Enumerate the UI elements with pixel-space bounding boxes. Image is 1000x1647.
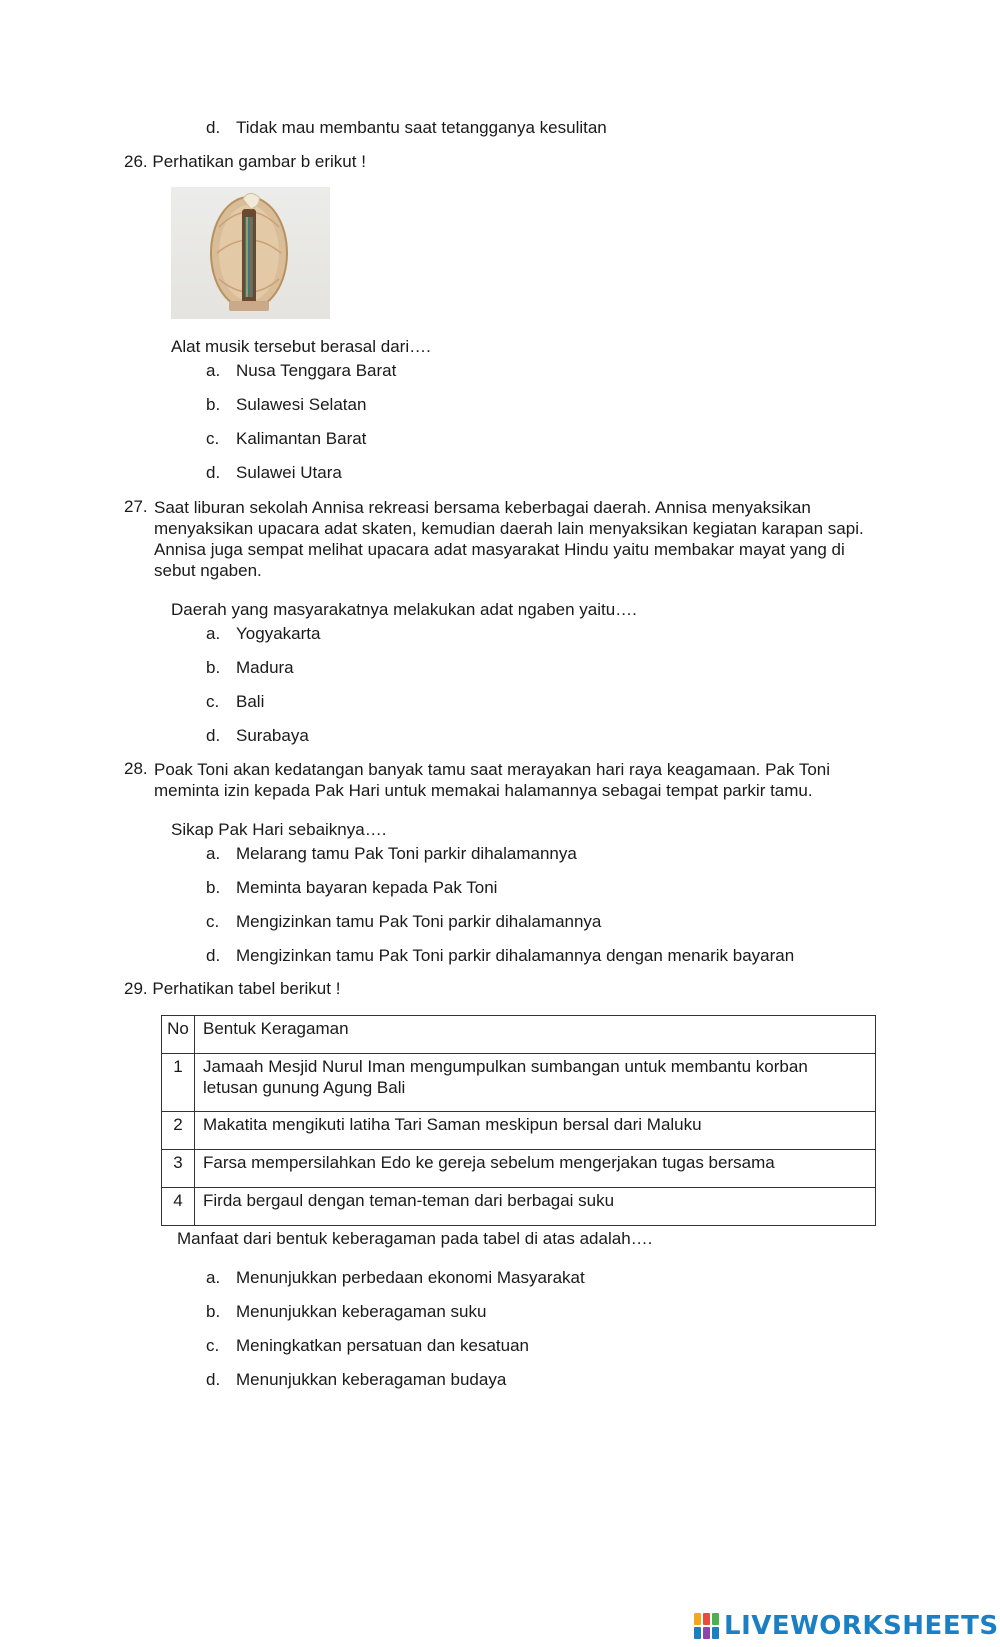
option-letter: c. [206, 1336, 220, 1355]
option-letter: a. [206, 844, 221, 863]
question-text: Perhatikan tabel berikut ! [152, 979, 341, 998]
question-number: 29. [124, 979, 148, 998]
option-text: Menunjukkan keberagaman budaya [236, 1370, 507, 1389]
option-text: Madura [236, 658, 294, 677]
table-header-row [162, 1016, 876, 1054]
option-text: Menunjukkan keberagaman suku [236, 1302, 487, 1321]
table-row [162, 1150, 876, 1188]
table-row [162, 1112, 876, 1150]
table-cell-no: 2 [162, 1112, 195, 1150]
question-27-prompt: Daerah yang masyarakatnya melakukan adat ngaben yaitu…. [171, 600, 637, 619]
option-text: Tidak mau membantu saat tetangganya kesulitan [236, 118, 607, 137]
table-row [162, 1188, 876, 1226]
question-27-number: 27. [124, 497, 148, 516]
option-text: Surabaya [236, 726, 309, 745]
option-letter: b. [206, 878, 221, 897]
option-letter: b. [206, 1302, 221, 1321]
question-26-image [171, 187, 330, 319]
option-letter: c. [206, 429, 220, 448]
sasando-instrument-image [171, 187, 330, 319]
option-letter: a. [206, 361, 221, 380]
table-cell-no: 4 [162, 1188, 195, 1226]
option-letter: c. [206, 912, 220, 931]
question-28-number: 28. [124, 759, 148, 778]
question-29 [124, 979, 340, 999]
option-letter: c. [206, 692, 220, 711]
option-letter: b. [206, 658, 221, 677]
liveworksheets-logo-icon [694, 1613, 719, 1639]
option-text: Mengizinkan tamu Pak Toni parkir dihalamannya dengan menarik bayaran [236, 946, 795, 965]
table-cell-text: Jamaah Mesjid Nurul Iman mengumpulkan sumbangan untuk membantu korban letusan gunung Agung Bali [195, 1054, 876, 1112]
table-row [162, 1054, 876, 1112]
option-letter: b. [206, 395, 221, 414]
question-number: 26. [124, 152, 148, 171]
table-header-bentuk: Bentuk Keragaman [195, 1016, 876, 1054]
option-text: Melarang tamu Pak Toni parkir dihalamannya [236, 844, 577, 863]
option-text: Mengizinkan tamu Pak Toni parkir dihalamannya [236, 912, 602, 931]
question-29-prompt: Manfaat dari bentuk keberagaman pada tabel di atas adalah…. [177, 1229, 653, 1248]
option-text: Nusa Tenggara Barat [236, 361, 397, 380]
option-letter: d. [206, 1370, 221, 1389]
option-letter: d. [206, 463, 221, 482]
option-letter: a. [206, 624, 221, 643]
option-letter: d. [206, 726, 221, 745]
option-text: Meminta bayaran kepada Pak Toni [236, 878, 498, 897]
table-cell-no: 3 [162, 1150, 195, 1188]
option-text: Sulawesi Selatan [236, 395, 367, 414]
question-26-prompt: Alat musik tersebut berasal dari…. [171, 337, 431, 356]
table-cell-no: 1 [162, 1054, 195, 1112]
option-text: Menunjukkan perbedaan ekonomi Masyarakat [236, 1268, 585, 1287]
question-27-text: Saat liburan sekolah Annisa rekreasi bersama keberbagai daerah. Annisa menyaksikan menyaksikan upacara adat skaten, kemudian daerah lain menyaksikan kegiatan karapan sapi. Annisa juga sempat melihat upacara adat masyarakat Hindu yaitu membakar mayat yang di sebut ngaben. [154, 498, 864, 580]
table-cell-text: Makatita mengikuti latiha Tari Saman meskipun bersal dari Maluku [195, 1112, 876, 1150]
option-letter: d. [206, 118, 221, 137]
option-text: Yogyakarta [236, 624, 321, 643]
option-text: Meningkatkan persatuan dan kesatuan [236, 1336, 529, 1355]
option-text: Sulawei Utara [236, 463, 342, 482]
liveworksheets-logo [694, 1612, 999, 1640]
option-letter: d. [206, 946, 221, 965]
option-text: Bali [236, 692, 265, 711]
question-28-prompt: Sikap Pak Hari sebaiknya…. [171, 820, 387, 839]
table-cell-text: Farsa mempersilahkan Edo ke gereja sebelum mengerjakan tugas bersama [195, 1150, 876, 1188]
option-text: Kalimantan Barat [236, 429, 367, 448]
keragaman-table [161, 1015, 876, 1226]
question-text: Perhatikan gambar b erikut ! [152, 152, 366, 171]
table-cell-text: Firda bergaul dengan teman-teman dari berbagai suku [195, 1188, 876, 1226]
option-letter: a. [206, 1268, 221, 1287]
question-26 [124, 152, 366, 172]
table-header-no: No [162, 1016, 195, 1054]
liveworksheets-logo-text: LIVEWORKSHEETS [724, 1611, 999, 1641]
question-28-text: Poak Toni akan kedatangan banyak tamu saat merayakan hari raya keagamaan. Pak Toni meminta izin kepada Pak Hari untuk memakai halamannya sebagai tempat parkir tamu. [154, 760, 831, 800]
